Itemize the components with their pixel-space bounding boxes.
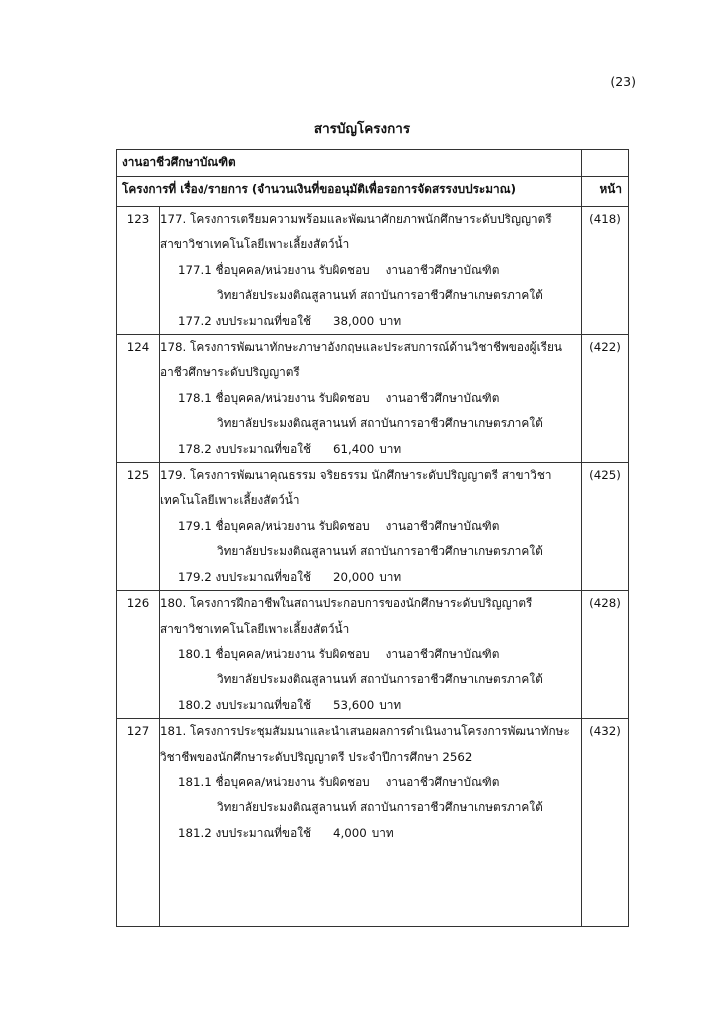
institution-line: วิทยาลัยประมงติณสูลานนท์ สถาบันการอาชีวศึกษาเกษตรภาคใต้ — [217, 800, 543, 815]
responsible-label: 181.1 ชื่อบุคคล/หน่วยงาน รับผิดชอบ — [178, 774, 370, 789]
project-page: (432) — [582, 719, 629, 927]
column-header-project: โครงการที่ เรื่อง/รายการ (จำนวนเงินที่ขออนุมัติเพื่อรอการจัดสรรงบประมาณ) — [117, 177, 582, 207]
project-number: 123 — [117, 207, 160, 335]
budget-unit: บาท — [371, 825, 394, 840]
project-description — [160, 591, 582, 719]
responsible-unit: งานอาชีวศึกษาบัณฑิต — [385, 774, 500, 789]
responsible-line — [160, 514, 581, 539]
responsible-unit: งานอาชีวศึกษาบัณฑิต — [385, 390, 500, 405]
page-number: (23) — [610, 74, 636, 89]
project-description — [160, 463, 582, 591]
project-description — [160, 719, 582, 927]
budget-amount: 53,600 — [332, 697, 375, 712]
budget-line — [160, 821, 581, 846]
budget-amount: 20,000 — [332, 569, 375, 584]
column-header-row — [117, 177, 629, 207]
project-description — [160, 335, 582, 463]
project-title-line: 181. โครงการประชุมสัมมนาและนำเสนอผลการดำเนินงานโครงการพัฒนาทักษะ — [160, 724, 570, 739]
responsible-label: 179.1 ชื่อบุคคล/หน่วยงาน รับผิดชอบ — [178, 518, 370, 533]
project-number: 125 — [117, 463, 160, 591]
institution-line: วิทยาลัยประมงติณสูลานนท์ สถาบันการอาชีวศึกษาเกษตรภาคใต้ — [217, 288, 543, 303]
project-title-line: 180. โครงการฝึกอาชีพในสถานประกอบการของนักศึกษาระดับปริญญาตรี — [160, 596, 533, 611]
budget-amount: 4,000 — [332, 825, 367, 840]
budget-amount: 38,000 — [332, 313, 375, 328]
responsible-line — [160, 258, 581, 283]
project-number: 124 — [117, 335, 160, 463]
section-header-row — [117, 150, 629, 177]
responsible-unit: งานอาชีวศึกษาบัณฑิต — [385, 518, 500, 533]
project-description — [160, 207, 582, 335]
document-title: สารบัญโครงการ — [313, 121, 411, 137]
institution-line: วิทยาลัยประมงติณสูลานนท์ สถาบันการอาชีวศึกษาเกษตรภาคใต้ — [217, 544, 543, 559]
budget-amount: 61,400 — [332, 441, 375, 456]
project-row — [117, 335, 629, 463]
responsible-unit: งานอาชีวศึกษาบัณฑิต — [385, 646, 500, 661]
budget-line — [160, 309, 581, 334]
project-row — [117, 463, 629, 591]
budget-unit: บาท — [379, 313, 402, 328]
budget-label: 177.2 งบประมาณที่ขอใช้ — [178, 313, 311, 328]
institution-line: วิทยาลัยประมงติณสูลานนท์ สถาบันการอาชีวศึกษาเกษตรภาคใต้ — [217, 672, 543, 687]
responsible-unit: งานอาชีวศึกษาบัณฑิต — [385, 262, 500, 277]
project-page: (422) — [582, 335, 629, 463]
institution-line: วิทยาลัยประมงติณสูลานนท์ สถาบันการอาชีวศึกษาเกษตรภาคใต้ — [217, 416, 543, 431]
blank-space — [160, 846, 581, 926]
budget-unit: บาท — [379, 569, 402, 584]
project-row — [117, 207, 629, 335]
project-title-line: อาชีวศึกษาระดับปริญญาตรี — [160, 365, 300, 380]
project-title-line: เทคโนโลยีเพาะเลี้ยงสัตว์น้ำ — [160, 493, 300, 508]
project-title-line: 179. โครงการพัฒนาคุณธรรม จริยธรรม นักศึกษาระดับปริญญาตรี สาขาวิชา — [160, 468, 552, 483]
responsible-label: 178.1 ชื่อบุคคล/หน่วยงาน รับผิดชอบ — [178, 390, 370, 405]
project-number: 127 — [117, 719, 160, 927]
responsible-label: 180.1 ชื่อบุคคล/หน่วยงาน รับผิดชอบ — [178, 646, 370, 661]
section-header-blank — [582, 150, 629, 177]
project-title-line: สาขาวิชาเทคโนโลยีเพาะเลี้ยงสัตว์น้ำ — [160, 621, 350, 636]
responsible-line — [160, 642, 581, 667]
section-title: งานอาชีวศึกษาบัณฑิต — [117, 150, 582, 177]
budget-label: 180.2 งบประมาณที่ขอใช้ — [178, 697, 311, 712]
budget-unit: บาท — [379, 697, 402, 712]
budget-line — [160, 693, 581, 718]
budget-label: 179.2 งบประมาณที่ขอใช้ — [178, 569, 311, 584]
responsible-line — [160, 770, 581, 795]
budget-label: 181.2 งบประมาณที่ขอใช้ — [178, 825, 311, 840]
project-page: (425) — [582, 463, 629, 591]
budget-label: 178.2 งบประมาณที่ขอใช้ — [178, 441, 311, 456]
project-number: 126 — [117, 591, 160, 719]
project-row — [117, 591, 629, 719]
project-page: (418) — [582, 207, 629, 335]
project-row — [117, 719, 629, 927]
project-title-line: สาขาวิชาเทคโนโลยีเพาะเลี้ยงสัตว์น้ำ — [160, 237, 350, 252]
project-index-table — [116, 149, 629, 927]
responsible-label: 177.1 ชื่อบุคคล/หน่วยงาน รับผิดชอบ — [178, 262, 370, 277]
budget-line — [160, 565, 581, 590]
responsible-line — [160, 386, 581, 411]
budget-unit: บาท — [379, 441, 402, 456]
project-title-line: 177. โครงการเตรียมความพร้อมและพัฒนาศักยภาพนักศึกษาระดับปริญญาตรี — [160, 212, 552, 226]
column-header-page: หน้า — [582, 177, 629, 207]
budget-line — [160, 437, 581, 462]
project-page: (428) — [582, 591, 629, 719]
project-title-line: 178. โครงการพัฒนาทักษะภาษาอังกฤษและประสบการณ์ด้านวิชาชีพของผู้เรียน — [160, 340, 562, 355]
project-title-line: วิชาชีพของนักศึกษาระดับปริญญาตรี ประจำปีการศึกษา 2562 — [160, 749, 473, 764]
